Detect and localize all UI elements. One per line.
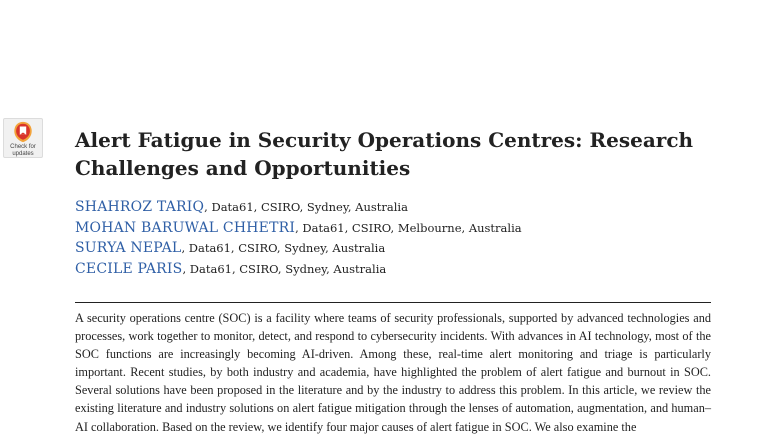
author-name-link[interactable]: SHAHROZ TARIQ xyxy=(75,199,205,215)
check-for-updates-icon xyxy=(12,121,34,143)
badge-label-line1: Check for xyxy=(10,144,36,150)
author-affiliation: , Data61, CSIRO, Sydney, Australia xyxy=(181,241,386,256)
author-entry xyxy=(75,237,715,258)
abstract-divider xyxy=(75,302,711,303)
author-list xyxy=(75,196,715,279)
author-name-link[interactable]: CECILE PARIS xyxy=(75,261,183,278)
author-entry xyxy=(75,196,715,217)
author-entry xyxy=(75,258,715,279)
author-name-link[interactable]: SURYA NEPAL xyxy=(75,240,182,257)
author-name-link[interactable]: MOHAN BARUWAL CHHETRI xyxy=(75,219,296,236)
author-entry xyxy=(75,217,715,238)
author-affiliation: , Data61, CSIRO, Sydney, Australia xyxy=(182,262,387,277)
author-affiliation: , Data61, CSIRO, Melbourne, Australia xyxy=(295,220,522,235)
badge-label-line2: updates xyxy=(12,151,34,157)
paper-title: Alert Fatigue in Security Operations Centres: Research Challenges and Opportunities xyxy=(75,128,694,180)
abstract-text: A security operations centre (SOC) is a facility where teams of security professionals, supported by advanced technologies and processes, work together to monitor, detect, and respond to cybersecurity incidents. With advances in AI technology, most of the SOC functions are increasingly becoming AI-driven. Among these, real-time alert monitoring and triage is particularly important. Recent studies, by both industry and academia, have highlighted the problem of alert fatigue and burnout in SOC. Several solutions have been proposed in the literature and by the industry to address this problem. In this article, we review the existing literature and industry solutions on alert fatigue mitigation through the lenses of automation, augmentation, and human–AI collaboration. Based on the review, we identify four major causes of alert fatigue in SOC. We also examine the xyxy=(75,311,711,434)
check-for-updates-badge[interactable] xyxy=(3,118,43,158)
author-affiliation: , Data61, CSIRO, Sydney, Australia xyxy=(204,200,408,214)
